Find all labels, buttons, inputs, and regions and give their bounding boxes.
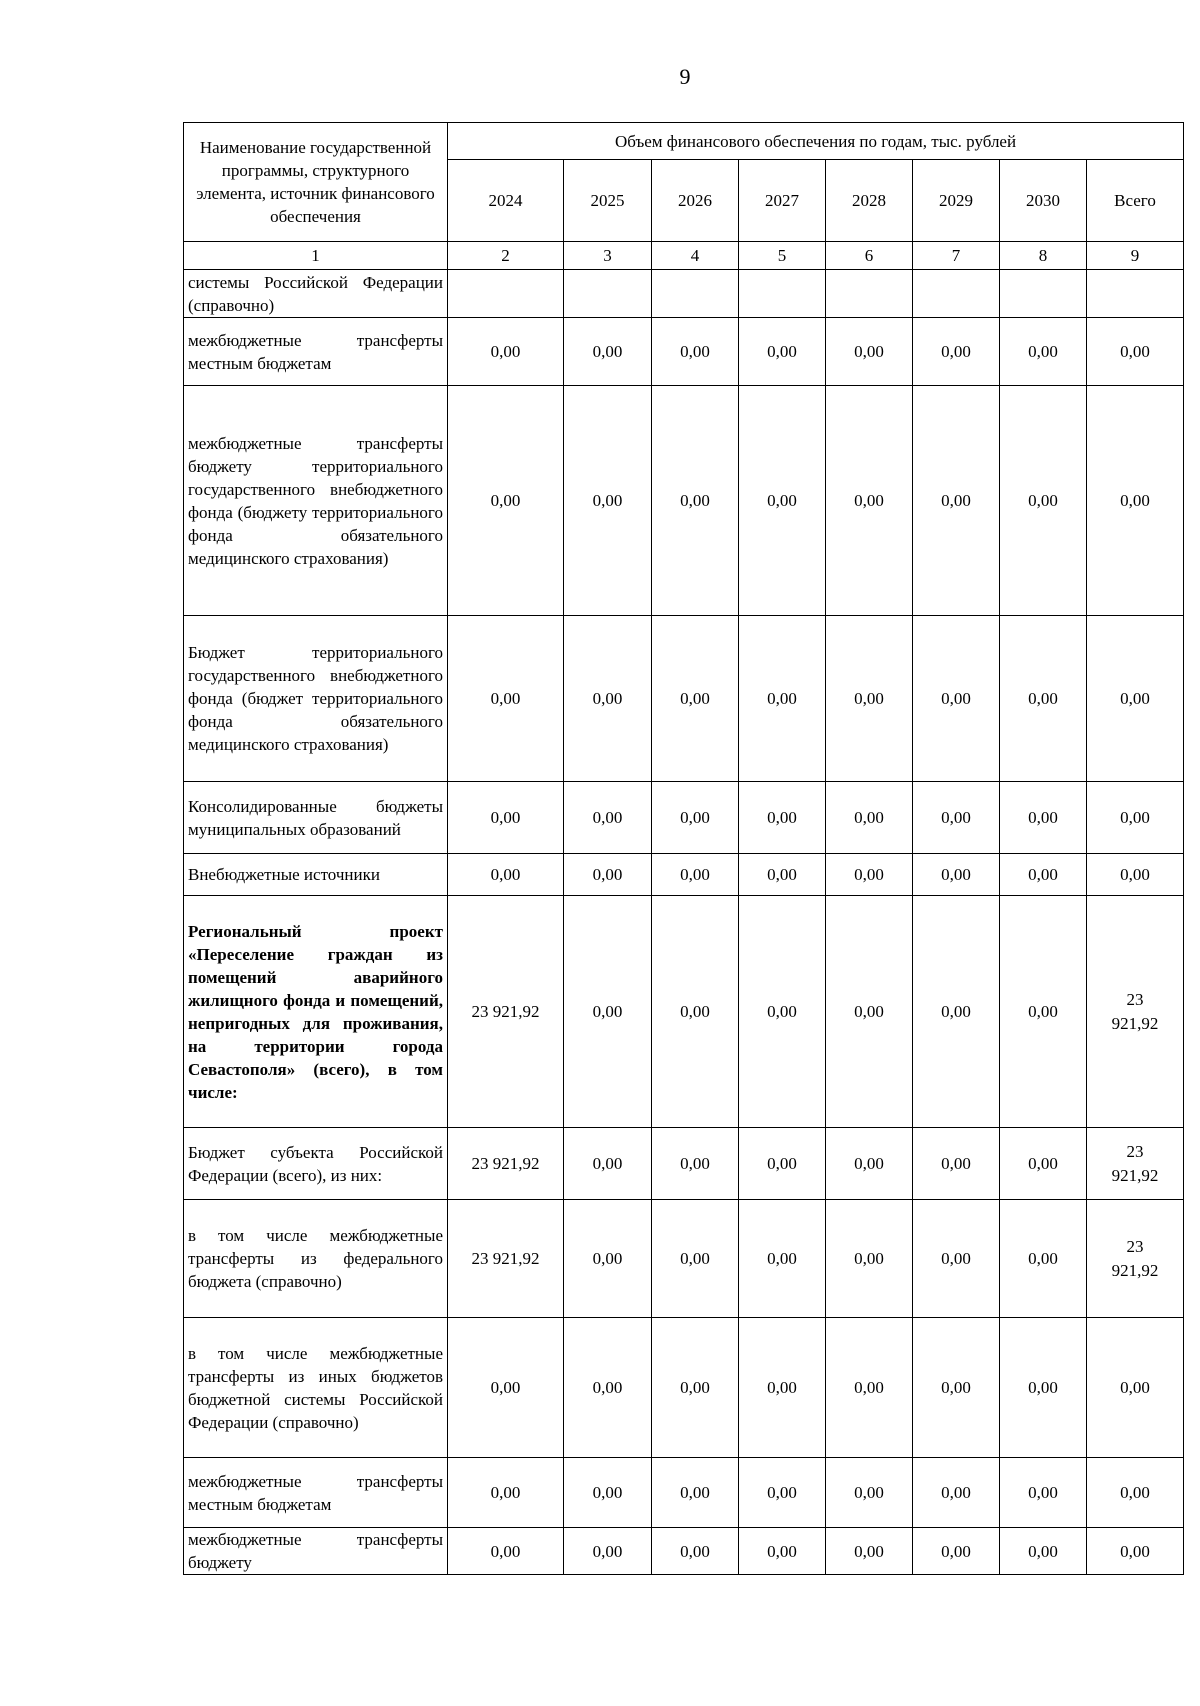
value-cell-2026: 0,00: [652, 1528, 739, 1575]
value-cell-2029: 0,00: [913, 782, 1000, 854]
value-cell-2026: 0,00: [652, 616, 739, 782]
value-cell-2027: 0,00: [739, 386, 826, 616]
value-cell-2029: 0,00: [913, 386, 1000, 616]
value-cell-2026: 0,00: [652, 386, 739, 616]
value-cell-2026: 0,00: [652, 1458, 739, 1528]
value-cell-2024: 0,00: [448, 854, 564, 896]
value-cell-2028: 0,00: [826, 1200, 913, 1318]
column-number-8: 9: [1087, 242, 1184, 270]
value-cell-2029: 0,00: [913, 1128, 1000, 1200]
value-cell-2026: 0,00: [652, 896, 739, 1128]
value-cell-2029: 0,00: [913, 616, 1000, 782]
value-cell-2028: 0,00: [826, 1128, 913, 1200]
value-cell-2027: 0,00: [739, 318, 826, 386]
value-cell-2030: 0,00: [1000, 318, 1087, 386]
financing-table: [183, 122, 1184, 1575]
value-cell-2028: 0,00: [826, 386, 913, 616]
table-row: [184, 386, 1184, 616]
value-cell-2029: 0,00: [913, 1528, 1000, 1575]
row-name-cell: Региональный проект «Переселение граждан из помещений аварийного жилищного фонда и помещений, непригодных для проживания, на территории города Севастополя» (всего), в том числе:: [184, 896, 448, 1128]
row-name-cell: Внебюджетные источники: [184, 854, 448, 896]
page-number: 9: [679, 64, 691, 89]
value-cell-2030: 0,00: [1000, 1200, 1087, 1318]
value-cell-Всего: [1087, 896, 1184, 1128]
header-year-0: 2024: [448, 160, 564, 242]
header-year-1: 2025: [564, 160, 652, 242]
value-cell-2027: 0,00: [739, 896, 826, 1128]
value-cell-2028: 0,00: [826, 1318, 913, 1458]
value-cell-2028: 0,00: [826, 318, 913, 386]
header-year-2: 2026: [652, 160, 739, 242]
value-cell-Всего: 0,00: [1087, 782, 1184, 854]
table-row: [184, 1200, 1184, 1318]
value-cell-2026: 0,00: [652, 854, 739, 896]
header-year-3: 2027: [739, 160, 826, 242]
value-cell-2025: 0,00: [564, 1528, 652, 1575]
table-row: [184, 318, 1184, 386]
value-cell-2025: 0,00: [564, 616, 652, 782]
value-cell-2029: 0,00: [913, 318, 1000, 386]
value-cell-2026: [652, 270, 739, 318]
total-value: 23 921,92: [1111, 989, 1159, 1033]
column-number-2: 3: [564, 242, 652, 270]
header-volume-title: Объем финансового обеспечения по годам, тыс. рублей: [448, 123, 1184, 160]
value-cell-2030: 0,00: [1000, 386, 1087, 616]
header-year-4: 2028: [826, 160, 913, 242]
value-cell-2029: 0,00: [913, 1200, 1000, 1318]
value-cell-2027: 0,00: [739, 782, 826, 854]
value-cell-2028: 0,00: [826, 1528, 913, 1575]
value-cell-Всего: 0,00: [1087, 1528, 1184, 1575]
row-name-cell: Консолидированные бюджеты муниципальных образований: [184, 782, 448, 854]
header-year-6: 2030: [1000, 160, 1087, 242]
value-cell-2024: 23 921,92: [448, 896, 564, 1128]
column-number-3: 4: [652, 242, 739, 270]
table-row: [184, 854, 1184, 896]
value-cell-2026: 0,00: [652, 782, 739, 854]
value-cell-2028: 0,00: [826, 616, 913, 782]
header-name-cell: Наименование государственной программы, структурного элемента, источник финансового обеспечения: [184, 123, 448, 242]
value-cell-2029: [913, 270, 1000, 318]
value-cell-Всего: [1087, 1128, 1184, 1200]
row-name-cell: межбюджетные трансферты местным бюджетам: [184, 318, 448, 386]
value-cell-2028: 0,00: [826, 896, 913, 1128]
value-cell-2030: 0,00: [1000, 896, 1087, 1128]
header-row-1: [184, 123, 1184, 160]
value-cell-2025: 0,00: [564, 896, 652, 1128]
value-cell-2027: 0,00: [739, 1458, 826, 1528]
value-cell-2027: 0,00: [739, 1128, 826, 1200]
row-name-cell: межбюджетные трансферты местным бюджетам: [184, 1458, 448, 1528]
value-cell-2030: 0,00: [1000, 616, 1087, 782]
value-cell-2027: 0,00: [739, 854, 826, 896]
header-year-5: 2029: [913, 160, 1000, 242]
value-cell-2024: 0,00: [448, 616, 564, 782]
value-cell-2024: 0,00: [448, 386, 564, 616]
value-cell-2027: 0,00: [739, 1200, 826, 1318]
table-row: [184, 616, 1184, 782]
value-cell-2024: 0,00: [448, 782, 564, 854]
value-cell-2025: [564, 270, 652, 318]
table-body: [184, 270, 1184, 1575]
column-number-5: 6: [826, 242, 913, 270]
value-cell-Всего: 0,00: [1087, 854, 1184, 896]
row-name-cell: межбюджетные трансферты бюджету территориального государственного внебюджетного фонда (бюджету территориального фонда обязательного медицинского страхования): [184, 386, 448, 616]
column-number-7: 8: [1000, 242, 1087, 270]
value-cell-2024: 0,00: [448, 1528, 564, 1575]
row-name-cell: в том числе межбюджетные трансферты из иных бюджетов бюджетной системы Российской Федерации (справочно): [184, 1318, 448, 1458]
value-cell-2029: 0,00: [913, 854, 1000, 896]
value-cell-2030: 0,00: [1000, 782, 1087, 854]
value-cell-2024: 23 921,92: [448, 1200, 564, 1318]
value-cell-2025: 0,00: [564, 782, 652, 854]
value-cell-2029: 0,00: [913, 896, 1000, 1128]
value-cell-2028: 0,00: [826, 1458, 913, 1528]
value-cell-Всего: 0,00: [1087, 1458, 1184, 1528]
value-cell-2030: 0,00: [1000, 1458, 1087, 1528]
value-cell-2030: 0,00: [1000, 1128, 1087, 1200]
value-cell-2025: 0,00: [564, 854, 652, 896]
value-cell-2027: 0,00: [739, 616, 826, 782]
value-cell-2024: 0,00: [448, 1318, 564, 1458]
value-cell-2030: 0,00: [1000, 1528, 1087, 1575]
row-name-cell: системы Российской Федерации (справочно): [184, 270, 448, 318]
total-value: 23 921,92: [1111, 1141, 1159, 1185]
value-cell-2025: 0,00: [564, 1318, 652, 1458]
value-cell-Всего: 0,00: [1087, 318, 1184, 386]
value-cell-Всего: [1087, 270, 1184, 318]
value-cell-2026: 0,00: [652, 318, 739, 386]
header-row-col-numbers: [184, 242, 1184, 270]
value-cell-2030: 0,00: [1000, 1318, 1087, 1458]
value-cell-2028: 0,00: [826, 854, 913, 896]
value-cell-Всего: 0,00: [1087, 386, 1184, 616]
column-number-1: 2: [448, 242, 564, 270]
row-name-cell: Бюджет территориального государственного внебюджетного фонда (бюджет территориального фонда обязательного медицинского страхования): [184, 616, 448, 782]
value-cell-2029: 0,00: [913, 1318, 1000, 1458]
value-cell-2025: 0,00: [564, 1200, 652, 1318]
value-cell-2029: 0,00: [913, 1458, 1000, 1528]
row-name-cell: в том числе межбюджетные трансферты из федерального бюджета (справочно): [184, 1200, 448, 1318]
value-cell-2026: 0,00: [652, 1318, 739, 1458]
value-cell-2025: 0,00: [564, 1128, 652, 1200]
value-cell-2030: [1000, 270, 1087, 318]
value-cell-2024: 0,00: [448, 1458, 564, 1528]
total-value: 23 921,92: [1111, 1236, 1159, 1280]
value-cell-2025: 0,00: [564, 386, 652, 616]
table-row: [184, 1528, 1184, 1575]
table-row: [184, 1458, 1184, 1528]
table-row: [184, 1318, 1184, 1458]
column-number-0: 1: [184, 242, 448, 270]
value-cell-Всего: [1087, 1200, 1184, 1318]
table-row: [184, 270, 1184, 318]
value-cell-2027: [739, 270, 826, 318]
table-row: [184, 1128, 1184, 1200]
value-cell-2027: 0,00: [739, 1318, 826, 1458]
header-year-7: Всего: [1087, 160, 1184, 242]
value-cell-2025: 0,00: [564, 1458, 652, 1528]
value-cell-2026: 0,00: [652, 1128, 739, 1200]
table-row: [184, 782, 1184, 854]
value-cell-2028: [826, 270, 913, 318]
value-cell-2024: [448, 270, 564, 318]
table-row: [184, 896, 1184, 1128]
row-name-cell: межбюджетные трансферты бюджету: [184, 1528, 448, 1575]
value-cell-Всего: 0,00: [1087, 1318, 1184, 1458]
value-cell-2026: 0,00: [652, 1200, 739, 1318]
value-cell-2024: 0,00: [448, 318, 564, 386]
value-cell-2028: 0,00: [826, 782, 913, 854]
column-number-6: 7: [913, 242, 1000, 270]
column-number-4: 5: [739, 242, 826, 270]
value-cell-2024: 23 921,92: [448, 1128, 564, 1200]
value-cell-2025: 0,00: [564, 318, 652, 386]
value-cell-Всего: 0,00: [1087, 616, 1184, 782]
value-cell-2027: 0,00: [739, 1528, 826, 1575]
row-name-cell: Бюджет субъекта Российской Федерации (всего), из них:: [184, 1128, 448, 1200]
value-cell-2030: 0,00: [1000, 854, 1087, 896]
